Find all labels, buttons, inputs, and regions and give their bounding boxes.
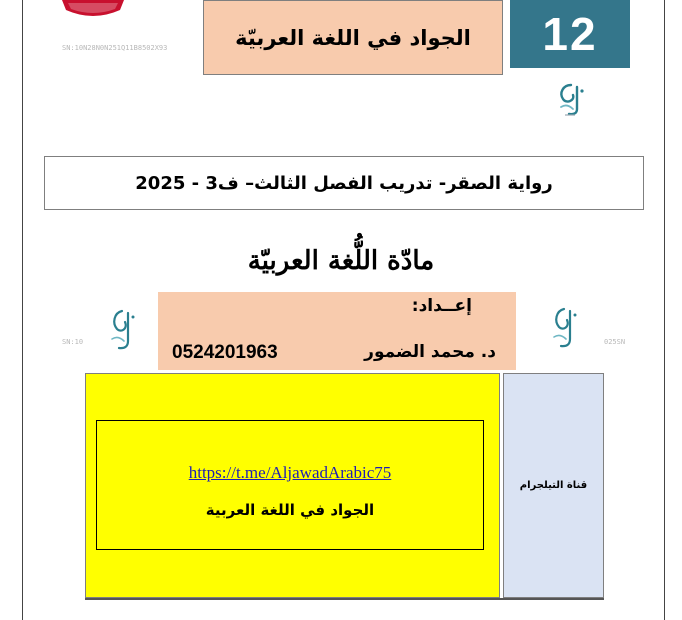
aljawad-calligraphy-logo-icon [551, 79, 591, 123]
exam-banner [44, 156, 644, 210]
author-box [158, 292, 516, 370]
bottom-divider [85, 598, 604, 600]
serial-number-left: SN:10 [62, 338, 84, 346]
exam-banner-text: رواية الصقر- تدريب الفصل الثالث– ف3 - 2025 [135, 172, 553, 194]
grade-badge [510, 0, 630, 68]
aljawad-calligraphy-logo-icon [104, 305, 140, 359]
header-title: الجواد في اللغة العربيّة [235, 25, 471, 50]
aljawad-logo-left [88, 292, 156, 372]
telegram-side-label: قناة التيلجرام [519, 480, 588, 491]
school-crest-icon [58, 0, 128, 20]
subject-heading: مادّة اللُّغة العربيّة [247, 246, 435, 276]
aljawad-calligraphy-logo-icon [546, 303, 582, 357]
telegram-link[interactable]: https://t.me/AljawadArabic75 [188, 463, 392, 482]
telegram-box [85, 373, 500, 598]
aljawad-logo-right [526, 290, 602, 370]
telegram-inner-box [96, 420, 484, 550]
telegram-side-box [503, 373, 604, 598]
author-name: د. محمد الضمور [364, 342, 496, 362]
aljawad-logo-top [512, 70, 629, 132]
serial-number-right: 025SN [604, 338, 626, 346]
page-border-left [22, 0, 23, 620]
telegram-channel-name: الجواد في اللغة العربية [205, 501, 375, 519]
serial-number-top: SN:10N28N0N251Q11B8502X93 [62, 44, 168, 52]
grade-number: 12 [542, 8, 598, 60]
prepared-by-label: إعــداد: [411, 296, 472, 316]
page-border-right [664, 0, 665, 620]
author-phone: 0524201963 [172, 342, 278, 363]
header-title-box [203, 0, 503, 75]
